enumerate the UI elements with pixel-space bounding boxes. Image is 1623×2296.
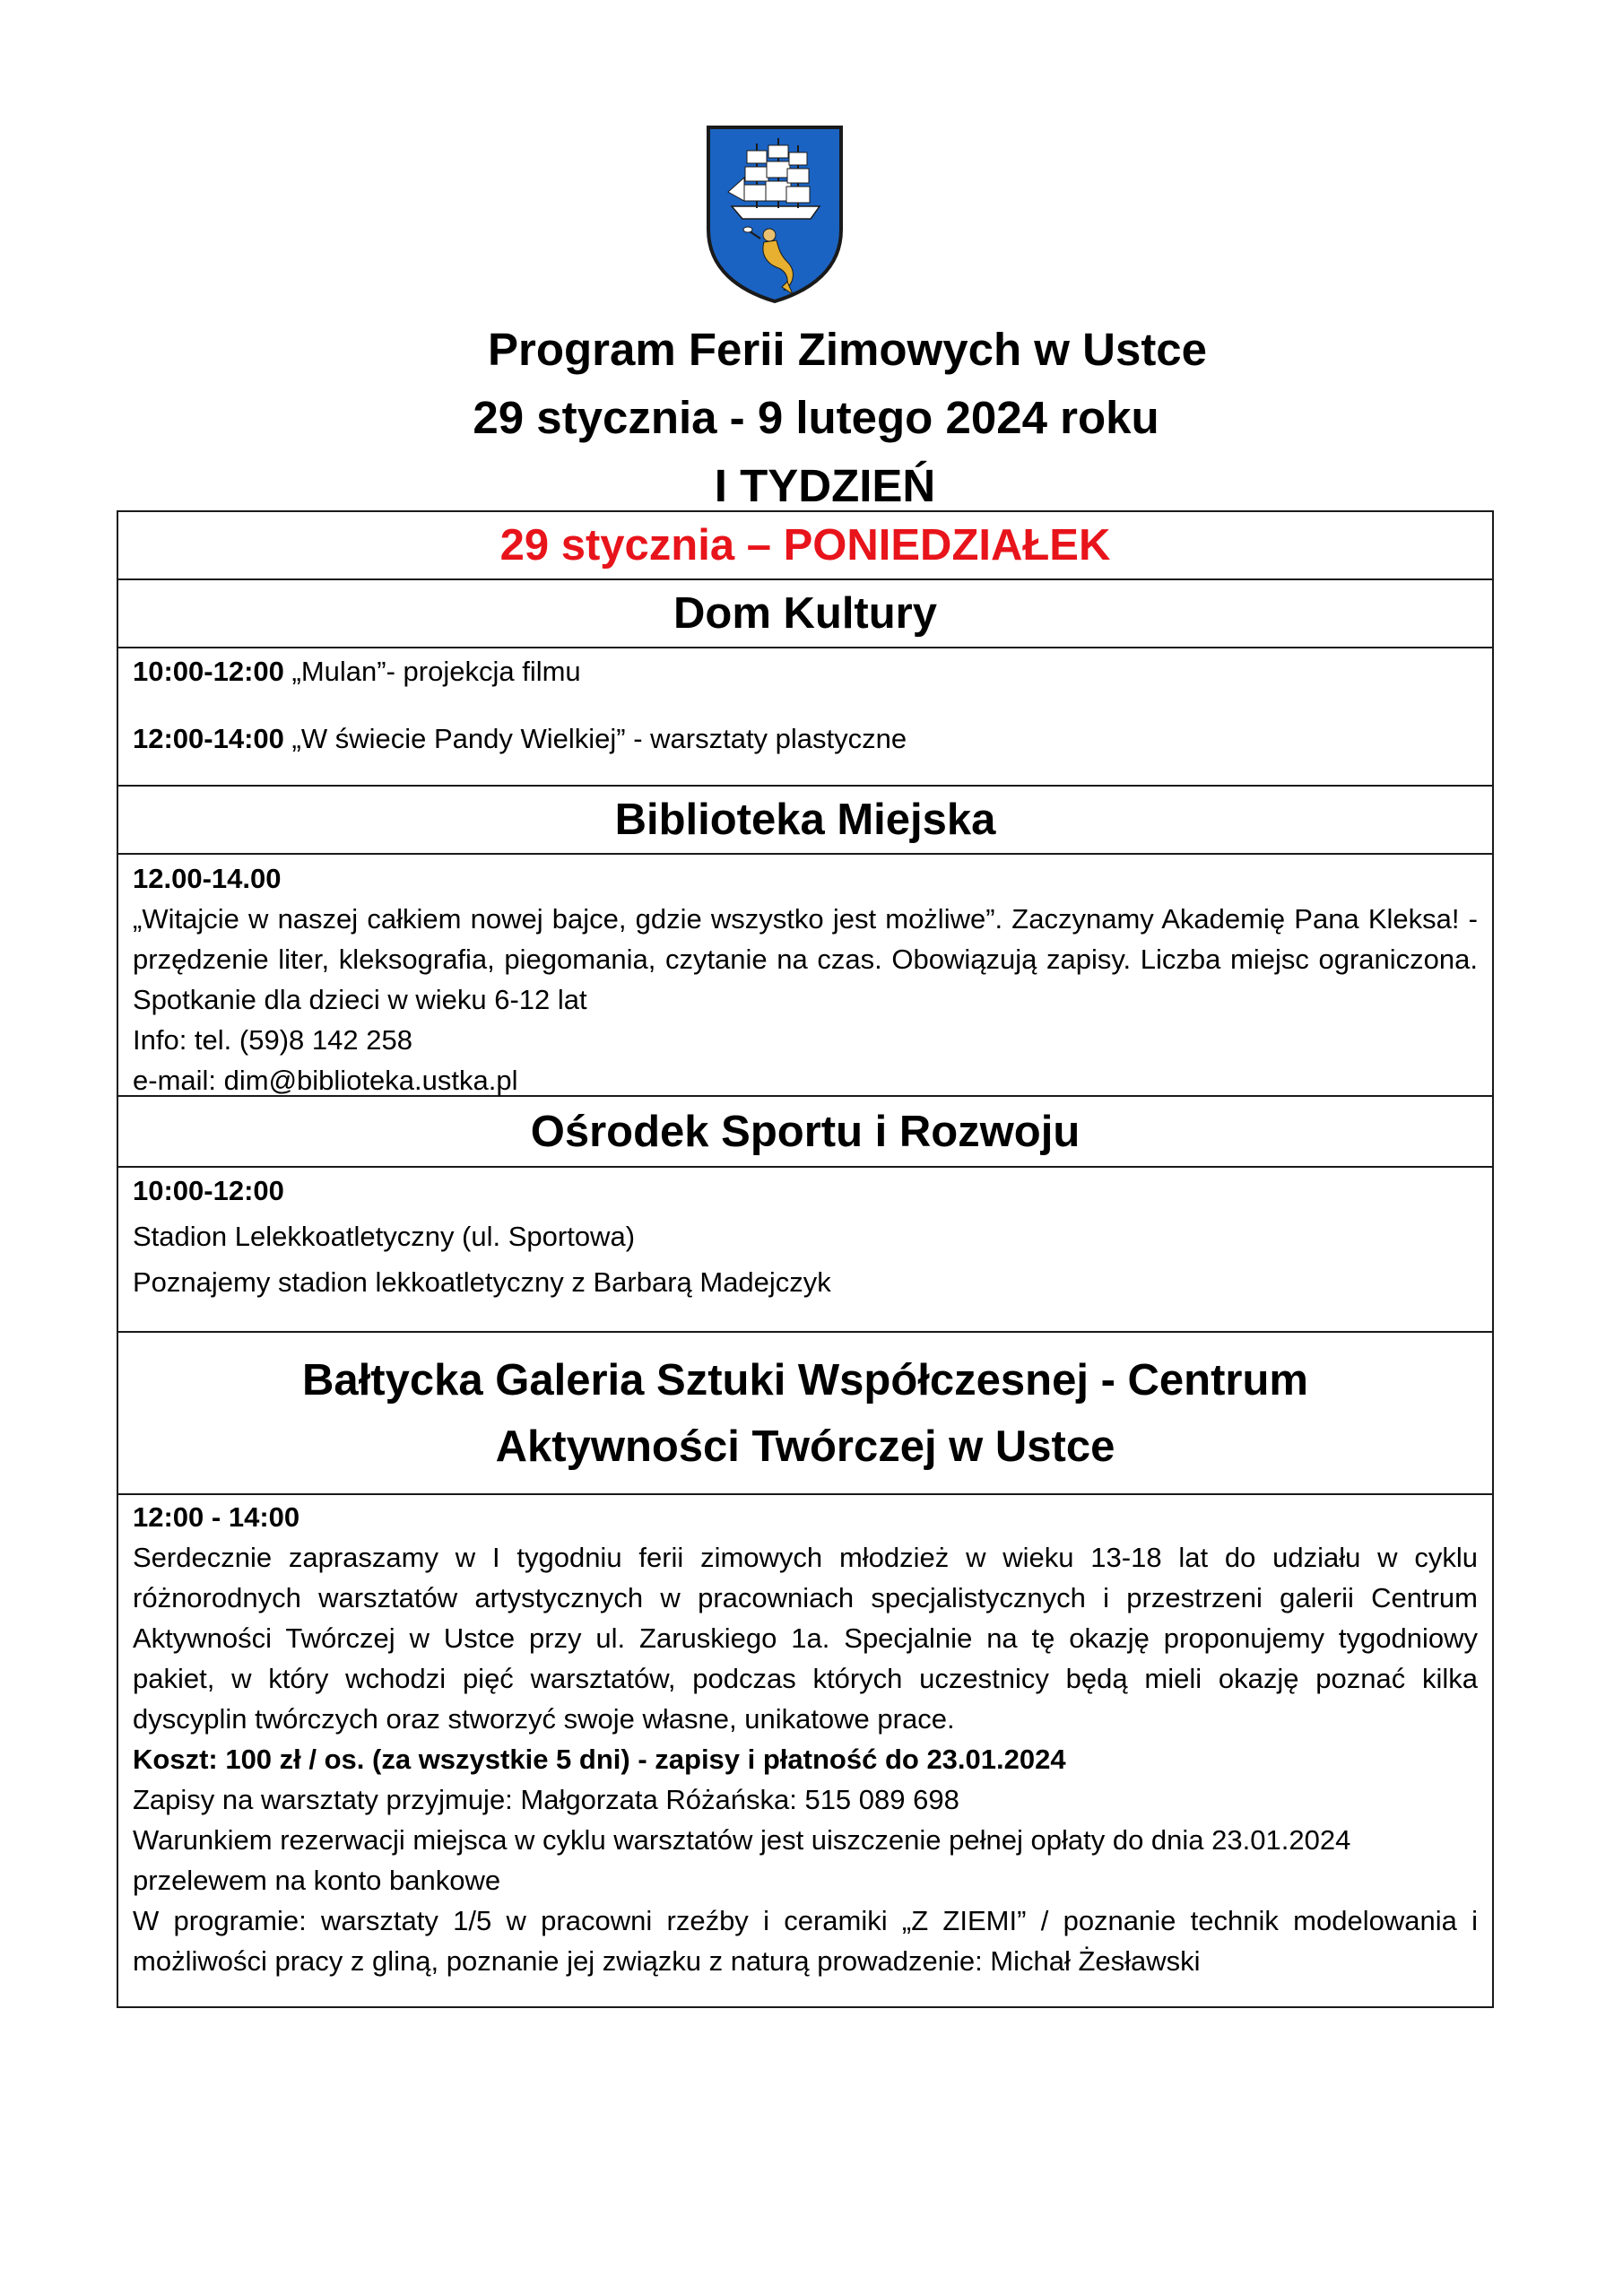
contact-email: e-mail: dim@biblioteka.ustka.pl — [133, 1065, 518, 1096]
section-heading-biblioteka: Biblioteka Miejska — [118, 787, 1492, 855]
event-condition: Warunkiem rezerwacji miejsca w cyklu warsztatów jest uiszczenie pełnej opłaty do dnia 23.01.2024 przelewem na konto bankowe — [133, 1824, 1351, 1896]
section-body-dom-kultury — [118, 648, 1492, 787]
event-line — [133, 651, 1478, 691]
section-heading-galeria — [118, 1333, 1492, 1495]
section-body-galeria — [118, 1495, 1492, 2006]
day-heading: 29 stycznia – PONIEDZIAŁEK — [118, 512, 1492, 580]
event-line — [133, 718, 1478, 759]
event-description: „Witajcie w naszej całkiem nowej bajce, gdzie wszystko jest możliwe”. Zaczynamy Akademię Pana Kleksa! - przędzenie liter, kleksografia, piegomania, czytanie na czas. Obowiązują zapisy. Liczba miejsc ograniczona. Spotkanie dla dzieci w wieku 6-12 lat — [133, 903, 1478, 1015]
section-body-biblioteka — [118, 855, 1492, 1097]
event-program: W programie: warsztaty 1/5 w pracowni rzeźby i ceramiki „Z ZIEMI” / poznanie technik modelowania i możliwości pracy z gliną, poznanie jej związku z naturą prowadzenie: Michał Żesławski — [133, 1905, 1478, 1977]
event-time: 10:00-12:00 — [133, 1175, 284, 1206]
section-heading-line: Bałtycka Galeria Sztuki Współczesnej - Centrum — [302, 1355, 1308, 1405]
event-place: Stadion Lelekkoatletyczny (ul. Sportowa) — [133, 1221, 636, 1252]
section-body-osrodek — [118, 1168, 1492, 1333]
event-registration: Zapisy na warsztaty przyjmuje: Małgorzata Różańska: 515 089 698 — [133, 1784, 959, 1815]
event-time: 12:00 - 14:00 — [133, 1501, 300, 1533]
event-time: 12:00-14:00 — [133, 723, 284, 754]
date-range: 29 stycznia - 9 lutego 2024 roku — [473, 392, 1159, 443]
event-description: Serdecznie zapraszamy w I tygodniu ferii zimowych młodzież w wieku 13-18 lat do udziału w cyklu różnorodnych warsztatów artystycznych w pracowniach specjalistycznych i przestrzeni galerii Centrum Aktywności Twórczej w Ustce przy ul. Zaruskiego 1a. Specjalnie na tę okazję proponujemy tygodniowy pakiet, w który wchodzi pięć warsztatów, podczas których uczestnicy będą mieli okazję poznać kilka dyscyplin twórczych oraz stworzyć swoje własne, unikatowe prace. — [133, 1542, 1478, 1735]
title-block — [0, 316, 1623, 520]
event-description: Poznajemy stadion lekkoatletyczny z Barbarą Madejczyk — [133, 1266, 831, 1298]
page-title: Program Ferii Zimowych w Ustce — [487, 324, 1208, 375]
section-heading-dom-kultury: Dom Kultury — [118, 580, 1492, 648]
section-heading-osrodek: Ośrodek Sportu i Rozwoju — [118, 1097, 1492, 1168]
event-time: 12.00-14.00 — [133, 863, 282, 894]
ustka-crest-icon — [705, 124, 845, 305]
contact-phone: Info: tel. (59)8 142 258 — [133, 1024, 412, 1056]
week-label: I TYDZIEŃ — [714, 460, 936, 511]
event-cost: Koszt: 100 zł / os. (za wszystkie 5 dni) - zapisy i płatność do 23.01.2024 — [133, 1744, 1066, 1775]
event-text: „Mulan”- projekcja filmu — [283, 656, 581, 687]
event-text: „W świecie Pandy Wielkiej” - warsztaty plastyczne — [283, 723, 907, 754]
schedule-table — [117, 510, 1494, 2008]
section-heading-line: Aktywności Twórczej w Ustce — [495, 1422, 1115, 1471]
event-time: 10:00-12:00 — [133, 656, 284, 687]
